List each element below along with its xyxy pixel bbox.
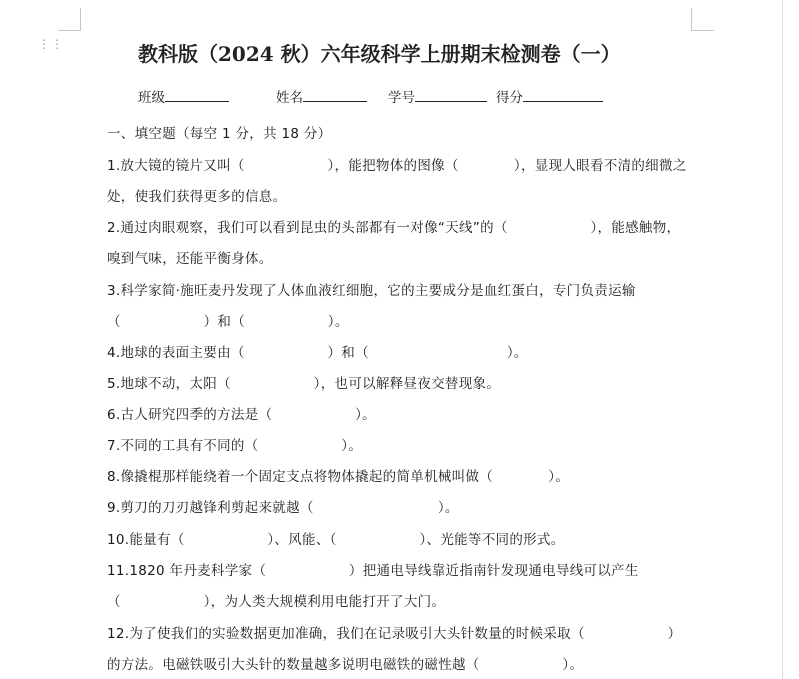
page-corner-mark-top-right: [691, 8, 714, 31]
question-line: （ ），为人类大规模利用电能打开了大门。: [107, 594, 446, 610]
student-id-label: 学号: [388, 90, 415, 106]
question-line: 5.地球不动，太阳（ ），也可以解释昼夜交替现象。: [107, 376, 501, 392]
question-line: 嗅到气味，还能平衡身体。: [107, 251, 273, 267]
question-line: 11.1820 年丹麦科学家（ ）把通电导线靠近指南针发现通电导线可以产生: [107, 563, 639, 579]
question-line: 2.通过肉眼观察，我们可以看到昆虫的头部都有一对像“天线”的（ ），能感触物，: [107, 220, 681, 236]
score-blank: [523, 87, 603, 102]
question-line: 12.为了使我们的实验数据更加准确，我们在记录吸引大头针数量的时候采取（ ）: [107, 626, 682, 642]
page-right-edge: [782, 0, 783, 679]
question-line: 的方法。电磁铁吸引大头针的数量越多说明电磁铁的磁性越（ ）。: [107, 657, 584, 673]
drag-handle-icon[interactable]: ⋮⋮: [38, 37, 64, 51]
question-line: 8.像撬棍那样能绕着一个固定支点将物体撬起的简单机械叫做（ ）。: [107, 469, 570, 485]
class-blank: [165, 87, 229, 102]
score-label: 得分: [496, 90, 523, 106]
question-line: 处，使我们获得更多的信息。: [107, 189, 287, 205]
section-heading: 一、填空题（每空 1 分，共 18 分）: [107, 126, 332, 142]
question-line: 9.剪刀的刀刃越锋利剪起来就越（ ）。: [107, 500, 459, 516]
name-label: 姓名: [276, 90, 303, 106]
class-label: 班级: [138, 90, 165, 106]
page-corner-mark-top-left: [58, 8, 81, 31]
score-field: [496, 86, 603, 106]
class-field: [138, 86, 229, 106]
name-field: [276, 86, 367, 106]
question-line: 4.地球的表面主要由（ ）和（ ）。: [107, 345, 528, 361]
question-line: 3.科学家简·施旺麦丹发现了人体血液红细胞，它的主要成分是血红蛋白，专门负责运输: [107, 283, 636, 299]
question-line: 7.不同的工具有不同的（ ）。: [107, 438, 363, 454]
question-line: 1.放大镜的镜片又叫（ ），能把物体的图像（ ），显现人眼看不清的细微之: [107, 158, 687, 174]
document-title: 教科版（2024 秋）六年级科学上册期末检测卷（一）: [138, 42, 621, 66]
question-line: 6.古人研究四季的方法是（ ）。: [107, 407, 376, 423]
student-id-blank: [415, 87, 487, 102]
student-id-field: [388, 86, 487, 106]
question-line: 10.能量有（ ）、风能、（ ）、光能等不同的形式。: [107, 532, 565, 548]
question-line: （ ）和（ ）。: [107, 314, 349, 330]
name-blank: [303, 87, 367, 102]
